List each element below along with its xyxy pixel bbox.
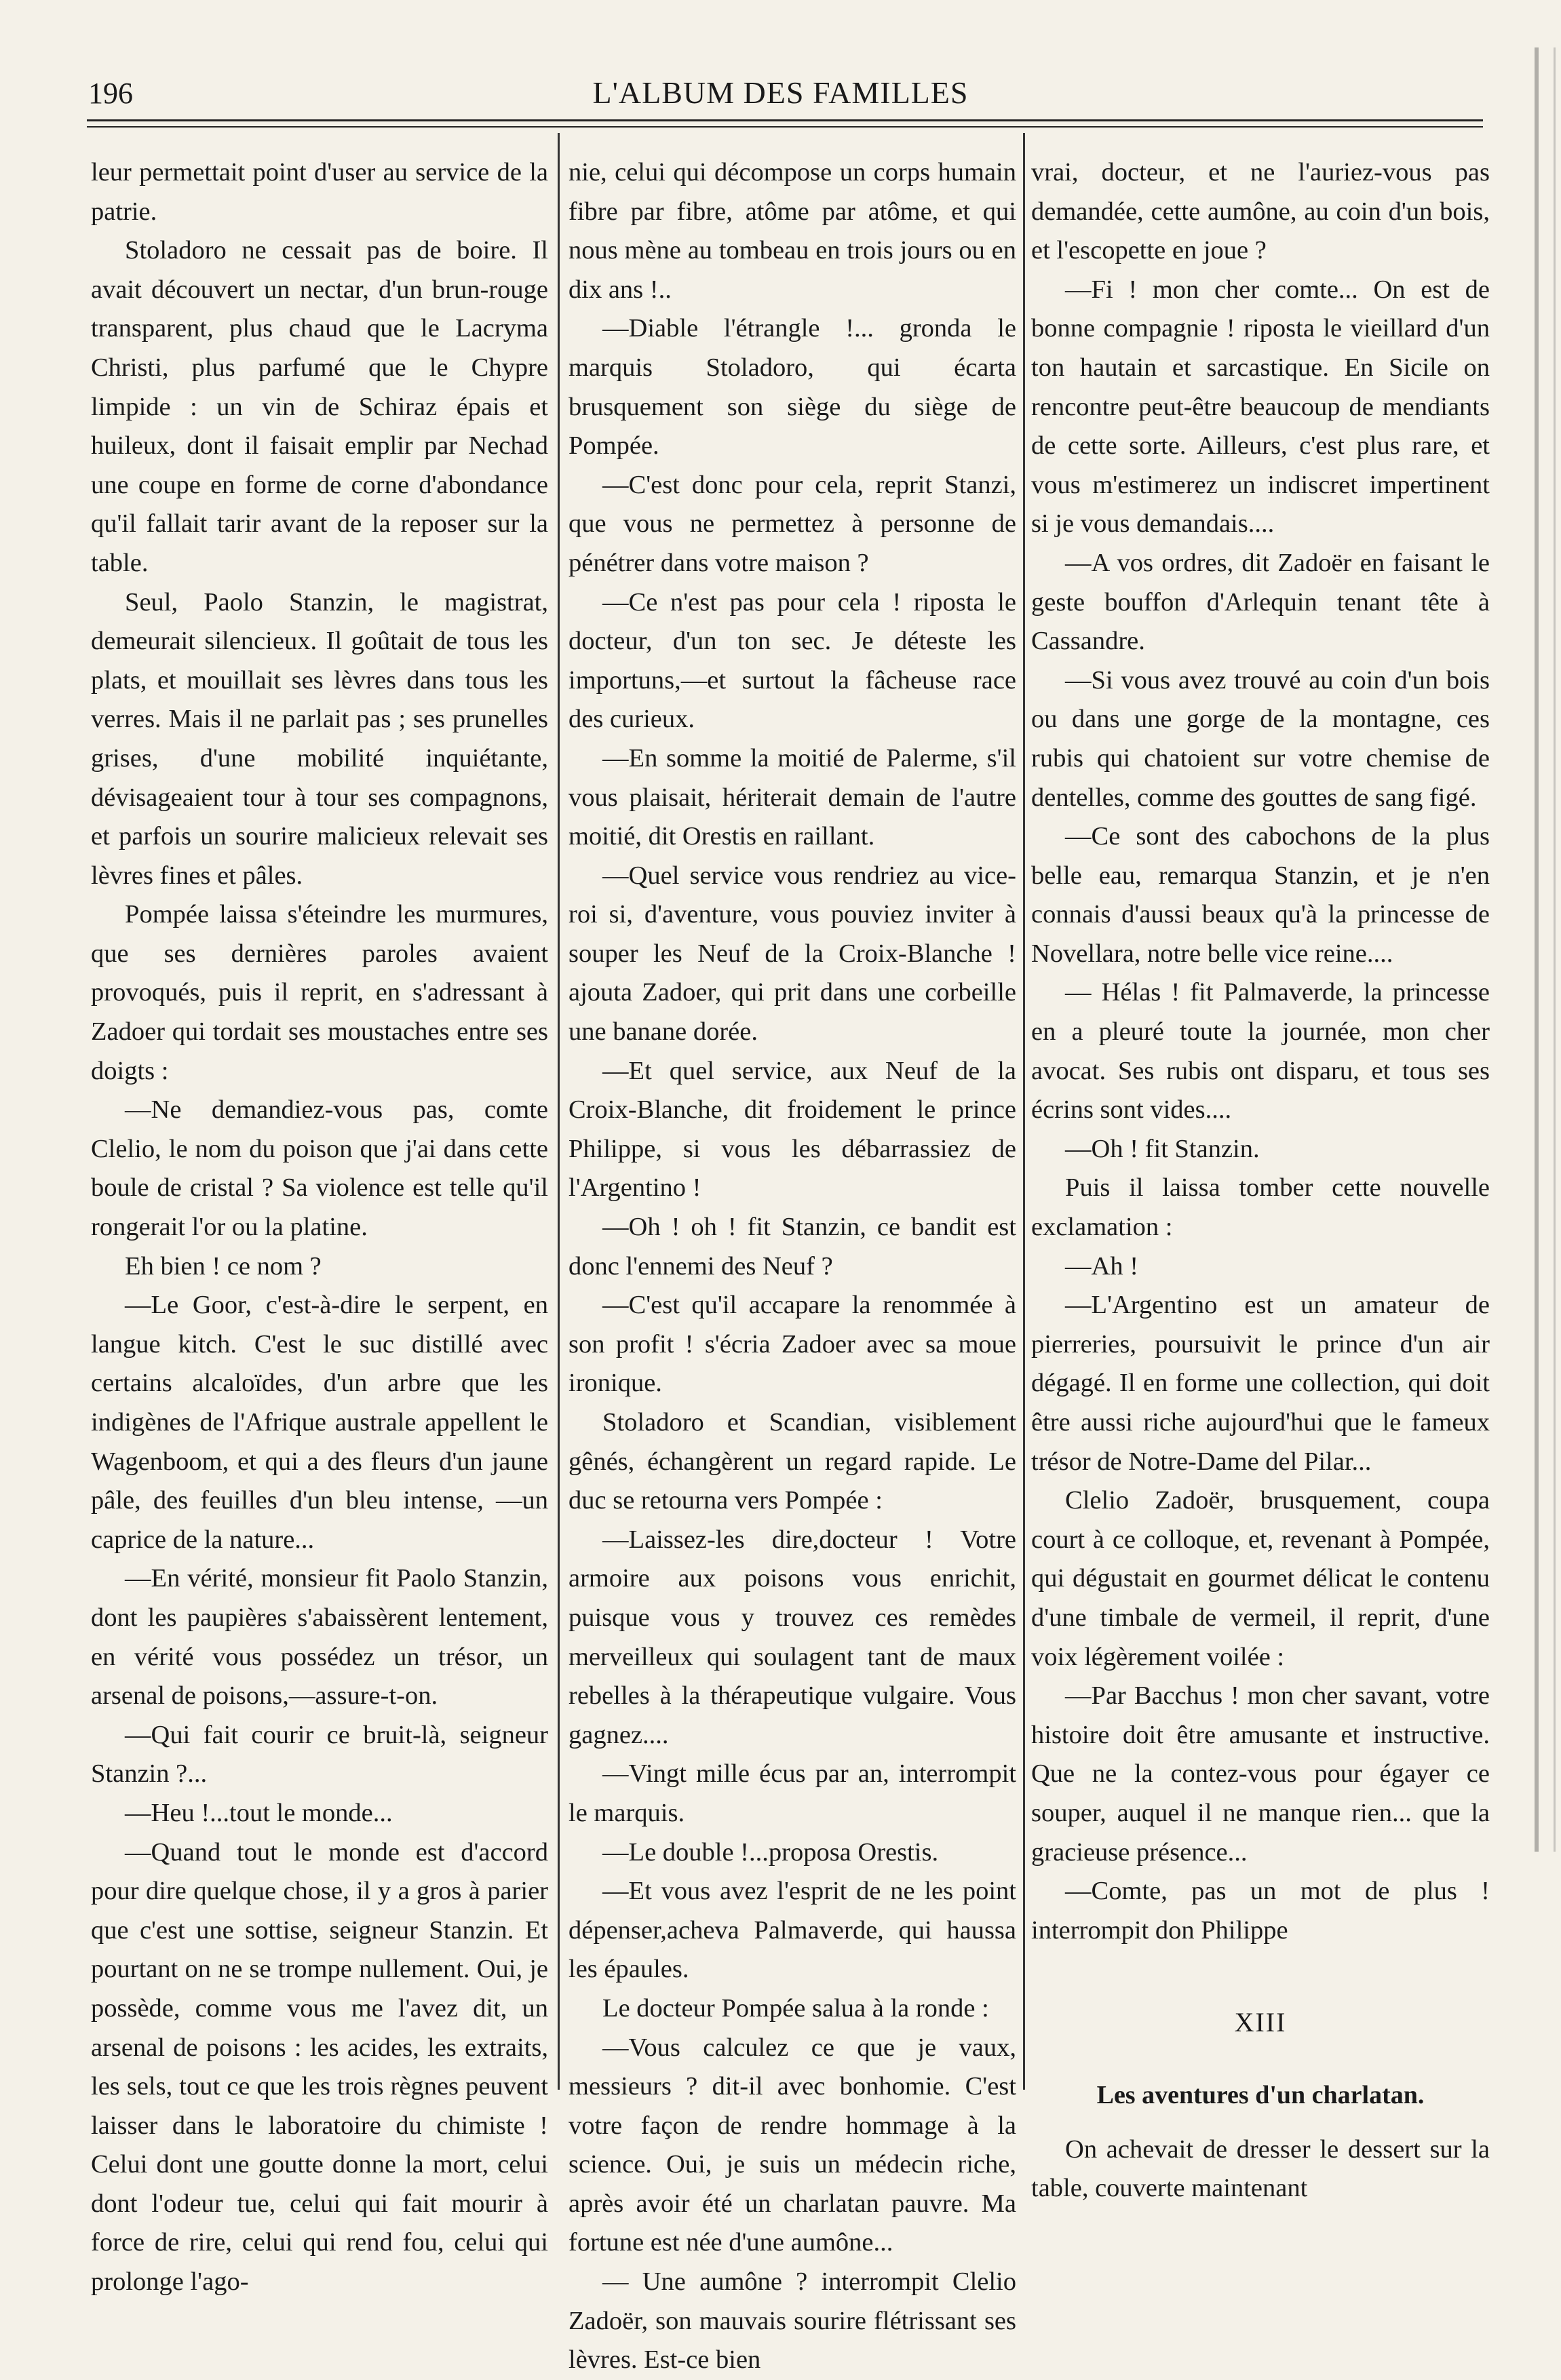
paragraph: —Si vous avez trouvé au coin d'un bois ou dans une gorge de la montagne, ces rubis qui chatoient sur votre chemise de dentelles, comme des gouttes de sang figé. [1031, 665, 1490, 812]
paragraph: —Fi ! mon cher comte... On est de bonne compagnie ! riposta le vieillard d'un ton hautain et sarcastique. En Sicile on rencontre peut-être beaucoup de mendiants de cette sorte. Ailleurs, c'est plus rare, et vous m'estimerez un indiscret impertinent si je vous demandais.... [1031, 275, 1490, 539]
paragraph: —Vous calculez ce que je vaux, messieurs ? dit-il avec bonhomie. C'est votre façon de rendre hommage à la science. Oui, je suis un médecin riche, après avoir été un charlatan pauvre. Ma fortune est née d'une aumône... [568, 2033, 1016, 2257]
paragraph: —Ce n'est pas pour cela ! riposta le docteur, d'un ton sec. Je déteste les importuns,—et surtout la fâcheuse race des curieux. [568, 587, 1016, 734]
paragraph: —L'Argentino est un amateur de pierreries, poursuivit le prince d'un air dégagé. Il en forme une collection, qui doit être aussi riche aujourd'hui que le fameux trésor de Notre-Dame del Pilar... [1031, 1291, 1490, 1476]
paragraph: leur permettait point d'user au service de la patrie. [91, 158, 548, 226]
header-rule-thin [87, 126, 1483, 128]
paragraph: —Et vous avez l'esprit de ne les point dépenser,acheva Palmaverde, qui haussa les épaules. [568, 1877, 1016, 1984]
paragraph: — Une aumône ? interrompit Clelio Zadoër, son mauvais sourire flétrissant ses lèvres. Est-ce bien [568, 2267, 1016, 2375]
paragraph: —Ah ! [1065, 1251, 1139, 1281]
paragraph: —Heu !...tout le monde... [125, 1798, 393, 1827]
paragraph: —C'est qu'il accapare la renommée à son profit ! s'écria Zadoer avec sa moue ironique. [568, 1291, 1016, 1398]
paragraph: Seul, Paolo Stanzin, le magistrat, demeurait silencieux. Il goûtait de tous les plats, et mouillait ses lèvres dans tous les verres. Mais il ne parlait pas ; ses prunelles grises, d'une mobilité inquiétante, dévisageaient tour à tour ses compagnons, et parfois un sourire malicieux relevait ses lèvres fines et pâles. [91, 587, 548, 890]
paragraph: —Le Goor, c'est-à-dire le serpent, en langue kitch. C'est le suc distillé avec certains alcaloïdes, d'un arbre que les indigènes de l'Afrique australe appellent le Wagenboom, et qui a des fleurs d'un jaune pâle, des feuilles d'un bleu intense, —un caprice de la nature... [91, 1291, 548, 1554]
paragraph: —Et quel service, aux Neuf de la Croix-Blanche, dit froidement le prince Philippe, si vous les débarrassiez de l'Argentino ! [568, 1056, 1016, 1203]
page-edge [1535, 47, 1556, 1852]
paragraph: nie, celui qui décompose un corps humain fibre par fibre, atôme par atôme, et qui nous mène au tombeau en trois jours ou en dix ans !.. [568, 158, 1016, 304]
paragraph: —Diable l'étrangle !... gronda le marquis Stoladoro, qui écarta brusquement son siège du siège de Pompée. [568, 314, 1016, 461]
paragraph: —C'est donc pour cela, reprit Stanzi, que vous ne permettez à personne de pénétrer dans votre maison ? [568, 470, 1016, 577]
running-title: L'ALBUM DES FAMILLES [592, 75, 969, 110]
text-column-3 [1031, 153, 1490, 2208]
paragraph: —Quand tout le monde est d'accord pour dire quelque chose, il y a gros à parier que c'est une sottise, seigneur Stanzin. Et pourtant on ne se trompe nullement. Oui, je possède, comme vous me l'avez dit, un arsenal de poisons : les acides, les extraits, les sels, tout ce que les trois règnes peuvent laisser dans le laboratoire du chimiste ! Celui dont une goutte donne la mort, celui dont l'odeur tue, celui qui fait mourir à force de rire, celui qui rend fou, celui qui prolonge l'ago- [91, 1837, 548, 2297]
paragraph: —En vérité, monsieur fit Paolo Stanzin, dont les paupières s'abaissèrent lentement, en vérité vous possédez un trésor, un arsenal de poisons,—assure-t-on. [91, 1564, 548, 1711]
paragraph: Eh bien ! ce nom ? [125, 1251, 322, 1281]
paragraph: Clelio Zadoër, brusquement, coupa court à ce colloque, et, revenant à Pompée, qui dégustait en gourmet délicat le contenu d'une timbale de vermeil, il reprit, d'une voix légèrement voilée : [1031, 1486, 1490, 1671]
paragraph: —Quel service vous rendriez au vice-roi si, d'aventure, vous pouviez inviter à souper les Neuf de la Croix-Blanche ! ajouta Zadoer, qui prit dans une corbeille une banane dorée. [568, 861, 1016, 1047]
paragraph: Le docteur Pompée salua à la ronde : [602, 1993, 989, 2023]
paragraph: —Le double !...proposa Orestis. [602, 1837, 939, 1867]
paragraph: —Comte, pas un mot de plus ! interrompit don Philippe [1031, 1877, 1490, 1945]
text-column-1 [91, 153, 548, 2302]
paragraph: Stoladoro ne cessait pas de boire. Il avait découvert un nectar, d'un brun-rouge transparent, plus chaud que le Lacryma Christi, plus parfumé que le Chypre limpide : un vin de Schiraz épais et huileux, dont il faisait emplir par Nechad une coupe en forme de corne d'abondance qu'il fallait tarir avant de la reposer sur la table. [91, 236, 548, 577]
paragraph: —Par Bacchus ! mon cher savant, votre histoire doit être amusante et instructive. Que ne la contez-vous pour égayer ce souper, auquel il ne manque rien... que la gracieuse présence... [1031, 1681, 1490, 1867]
paragraph: —Ce sont des cabochons de la plus belle eau, remarqua Stanzin, et je n'en connais d'aussi beaux qu'à la princesse de Novellara, notre belle vice reine.... [1031, 822, 1490, 968]
paragraph: On achevait de dresser le dessert sur la table, couverte maintenant [1031, 2134, 1490, 2203]
paragraph: —Ne demandiez-vous pas, comte Clelio, le nom du poison que j'ai dans cette boule de cristal ? Sa violence est telle qu'il rongerait l'or ou la platine. [91, 1095, 548, 1242]
paragraph: —A vos ordres, dit Zadoër en faisant le geste bouffon d'Arlequin tenant tête à Cassandre. [1031, 548, 1490, 656]
page-number: 196 [88, 77, 133, 110]
header-rule [87, 119, 1483, 121]
paragraph: —Oh ! fit Stanzin. [1065, 1134, 1260, 1163]
column-divider [558, 133, 560, 2090]
paragraph: —Laissez-les dire,docteur ! Votre armoire aux poisons vous enrichit, puisque vous y trouvez ces remèdes merveilleux qui soulagent tant de maux rebelles à la thérapeutique vulgaire. Vous gagnez.... [568, 1525, 1016, 1749]
text-column-2 [568, 153, 1016, 2380]
paragraph: —Oh ! oh ! fit Stanzin, ce bandit est donc l'ennemi des Neuf ? [568, 1213, 1016, 1281]
paragraph: —En somme la moitié de Palerme, s'il vous plaisait, hériterait demain de l'autre moitié, dit Orestis en raillant. [568, 743, 1016, 851]
paragraph: Pompée laissa s'éteindre les murmures, que ses dernières paroles avaient provoqués, puis il reprit, en s'adressant à Zadoer qui tordait ses moustaches entre ses doigts : [91, 900, 548, 1085]
paragraph: —Qui fait courir ce bruit-là, seigneur Stanzin ?... [91, 1720, 548, 1789]
chapter-number: XIII [1234, 2007, 1287, 2038]
paragraph: vrai, docteur, et ne l'auriez-vous pas demandée, cette aumône, au coin d'un bois, et l'escopette en joue ? [1031, 158, 1490, 265]
chapter-title: Les aventures d'un charlatan. [1096, 2080, 1425, 2109]
paragraph: — Hélas ! fit Palmaverde, la princesse en a pleuré toute la journée, mon cher avocat. Ses rubis ont disparu, et tous ses écrins sont vides.... [1031, 978, 1490, 1125]
column-divider [1023, 133, 1025, 2090]
paragraph: —Vingt mille écus par an, interrompit le marquis. [568, 1759, 1016, 1827]
paragraph: Stoladoro et Scandian, visiblement gênés, échangèrent un regard rapide. Le duc se retourna vers Pompée : [568, 1408, 1016, 1515]
paragraph: Puis il laissa tomber cette nouvelle exclamation : [1031, 1173, 1490, 1242]
